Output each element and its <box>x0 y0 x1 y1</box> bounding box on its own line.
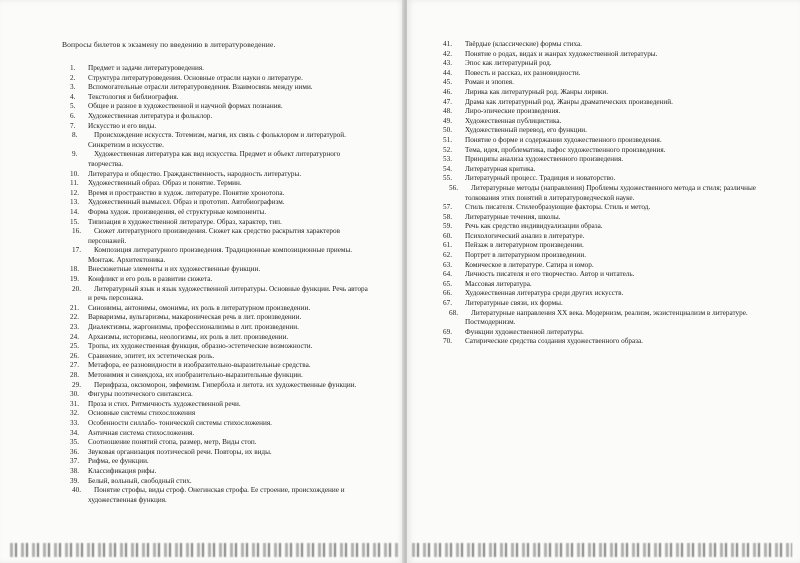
question-text: Литературные методы (направления) Проблемы художественного метода и стиля; различные толкования этих понятий в литературоведческой науке. <box>465 183 756 202</box>
question-text: Внесюжетные элементы и их художественные функции. <box>88 265 261 274</box>
question-item <box>54 333 372 343</box>
question-text: Эпос как литературный род. <box>465 59 552 68</box>
question-number: 2. <box>70 73 76 82</box>
question-text: Основные системы стихосложения <box>88 409 196 418</box>
question-item <box>54 323 372 333</box>
question-text: Литературная критика. <box>465 164 536 173</box>
question-number: 42. <box>443 49 452 58</box>
question-text: Тропы, их художественная функция, образно-эстетические возможности. <box>88 342 313 351</box>
question-number: 61. <box>443 241 452 250</box>
question-item <box>427 40 777 50</box>
question-number: 64. <box>443 270 452 279</box>
question-number: 27. <box>70 361 79 370</box>
question-text: Структура литературоведения. Основные отрасли науки о литературе. <box>88 73 303 82</box>
question-text: Понятие о форме и содержании художественного произведения. <box>465 135 662 144</box>
question-number: 37. <box>70 457 79 466</box>
question-item <box>54 74 372 84</box>
question-number: 48. <box>443 107 452 116</box>
question-text: Время и пространство в худож. литературе. Понятие хронотопа. <box>88 188 285 197</box>
question-item <box>54 208 372 218</box>
question-text: Сравнение, эпитет, их эстетическая роль. <box>88 351 215 360</box>
question-item <box>54 313 372 323</box>
question-text: Композиция литературного произведения. Традиционные композиционные приемы. Монтаж. Архитектоника. <box>88 246 353 264</box>
question-number: 25. <box>70 342 79 351</box>
question-text: Соотношение понятий стопа, размер, метр, Виды стоп. <box>88 438 257 447</box>
question-number: 39. <box>70 476 79 485</box>
question-number: 9. <box>72 150 78 159</box>
question-number: 49. <box>443 116 452 125</box>
question-number: 1. <box>70 64 76 72</box>
question-item <box>427 136 777 146</box>
question-item <box>427 117 777 127</box>
question-item <box>54 102 372 112</box>
question-text: Лиро-эпические произведения. <box>465 107 561 116</box>
question-item <box>54 457 372 467</box>
question-item <box>427 222 777 232</box>
question-text: Синонимы, антонимы, омонимы, их роль в литературном произведении. <box>88 303 311 312</box>
question-text: Варваризмы, вульгаризмы, макароническая речь в лит. произведении. <box>88 313 302 322</box>
question-number: 43. <box>443 59 452 68</box>
question-text: Сюжет литературного произведения. Сюжет как средство раскрытия характеров персонажей. <box>88 227 340 245</box>
question-text: Литературные течения, школы. <box>465 212 561 221</box>
question-item <box>54 179 372 189</box>
question-number: 59. <box>443 222 452 231</box>
question-number: 56. <box>449 183 458 192</box>
question-item <box>427 146 777 156</box>
question-item <box>54 285 372 304</box>
question-text: Диалектизмы, жаргонизмы, профессионализмы в лит. произведении. <box>88 323 299 332</box>
question-number: 63. <box>443 260 452 269</box>
question-text: Метонимия и синекдоха, их изобразительно-выразительные функции. <box>88 371 303 379</box>
question-number: 55. <box>443 174 452 183</box>
question-number: 12. <box>70 188 79 197</box>
question-item <box>54 409 372 419</box>
question-text: Предмет и задачи литературоведения. <box>88 64 204 72</box>
question-item <box>54 390 372 400</box>
question-item <box>54 342 372 352</box>
question-text: Пейзаж в литературном произведении. <box>465 241 584 250</box>
question-number: 3. <box>70 83 76 92</box>
question-number: 5. <box>70 102 76 111</box>
question-number: 41. <box>443 40 452 48</box>
question-item <box>427 107 777 117</box>
question-text: Перифраза, оксюморон, эвфемизм. Гипербола и литота. их художественные функции. <box>94 380 357 389</box>
question-text: Драма как литературный род. Жанры драматических произведений. <box>465 97 673 106</box>
question-text: Твёрдые (классические) формы стиха. <box>465 40 582 48</box>
question-item <box>54 477 372 487</box>
right-page <box>407 0 800 563</box>
question-number: 29. <box>72 380 81 389</box>
question-list-left <box>54 64 372 505</box>
question-item <box>427 78 777 88</box>
question-text: Художественная публицистика. <box>465 116 562 125</box>
question-item <box>54 438 372 448</box>
question-number: 22. <box>70 313 79 322</box>
question-item <box>427 261 777 271</box>
question-item <box>54 400 372 410</box>
question-item <box>427 69 777 79</box>
question-text: Речь как средство индивидуализации образа. <box>465 222 603 231</box>
question-number: 54. <box>443 164 452 173</box>
question-item <box>427 289 777 299</box>
question-text: Литературный процесс. Традиция и новаторство. <box>465 174 616 183</box>
question-item <box>54 83 372 93</box>
question-text: Принципы анализа художественного произведения. <box>465 155 624 164</box>
question-text: Художественный перевод, его функции. <box>465 126 587 135</box>
question-item <box>54 429 372 439</box>
question-text: Психологический анализ в литературе. <box>465 231 585 240</box>
question-number: 53. <box>443 155 452 164</box>
question-item <box>427 155 777 165</box>
question-text: Личность писателя и его творчество. Автор и читатель. <box>465 270 635 279</box>
question-item <box>427 337 777 347</box>
question-item <box>54 131 372 150</box>
question-item <box>427 213 777 223</box>
question-number: 20. <box>72 284 81 293</box>
question-item <box>54 93 372 103</box>
question-item <box>54 448 372 458</box>
question-item <box>54 361 372 371</box>
question-number: 50. <box>443 126 452 135</box>
question-number: 18. <box>70 265 79 274</box>
question-item <box>427 184 777 203</box>
question-number: 23. <box>70 323 79 332</box>
question-number: 28. <box>70 371 79 379</box>
question-item <box>54 112 372 122</box>
question-item <box>54 246 372 265</box>
question-item <box>54 170 372 180</box>
question-item <box>54 371 372 381</box>
question-number: 16. <box>72 227 81 236</box>
scan-noise <box>412 543 792 557</box>
question-text: Метафора, ее разновидности в изобразительно-выразительные средства. <box>88 361 311 370</box>
question-text: Комическое в литературе. Сатира и юмор. <box>465 260 594 269</box>
question-number: 69. <box>443 327 452 336</box>
question-text: Художественная литература и фольклор. <box>88 111 213 120</box>
question-text: Белый, вольный, свободный стих. <box>88 476 192 485</box>
question-item <box>54 218 372 228</box>
question-number: 21. <box>70 303 79 312</box>
question-text: Художественный вымысел. Образ и прототип. Автобиографизм. <box>88 198 285 207</box>
question-number: 17. <box>72 246 81 255</box>
question-number: 31. <box>70 399 79 408</box>
question-item <box>54 189 372 199</box>
question-item <box>427 59 777 69</box>
question-text: Понятие строфы, виды строф. Онегинская строфа. Ее строение, происхождение и художественная функция. <box>88 486 345 504</box>
question-item <box>54 198 372 208</box>
question-number: 60. <box>443 231 452 240</box>
question-number: 68. <box>449 308 458 317</box>
question-text: Форма худож. произведения, её структурные компоненты. <box>88 207 267 216</box>
question-item <box>54 122 372 132</box>
question-text: Художественная литература как вид искусства. Предмет и объект литературного творчества. <box>88 150 341 168</box>
question-text: Функции художественной литературы. <box>465 327 584 336</box>
question-number: 52. <box>443 145 452 154</box>
question-number: 44. <box>443 68 452 77</box>
question-number: 57. <box>443 203 452 212</box>
question-item <box>427 280 777 290</box>
question-number: 67. <box>443 299 452 308</box>
question-text: Роман и эпопея. <box>465 78 514 87</box>
question-item <box>427 174 777 184</box>
question-text: Фигуры поэтического синтаксиса. <box>88 390 193 399</box>
question-text: Литературные связи, их формы. <box>465 299 563 308</box>
question-item <box>427 232 777 242</box>
question-item <box>427 126 777 136</box>
question-number: 33. <box>70 418 79 427</box>
question-number: 62. <box>443 251 452 260</box>
question-item <box>54 64 372 74</box>
question-item <box>54 275 372 285</box>
question-item <box>54 304 372 314</box>
question-item <box>427 309 777 328</box>
question-item <box>427 299 777 309</box>
question-text: Текстология и библиография. <box>88 92 179 101</box>
question-item <box>54 467 372 477</box>
question-number: 7. <box>70 121 76 130</box>
question-item <box>427 251 777 261</box>
question-number: 34. <box>70 428 79 437</box>
question-number: 58. <box>443 212 452 221</box>
question-item <box>54 419 372 429</box>
question-number: 11. <box>70 179 79 188</box>
question-text: Типизация в художественной литературе. Образ, характер, тип. <box>88 217 282 226</box>
question-number: 38. <box>70 466 79 475</box>
question-text: Повесть и рассказ, их разновидности. <box>465 68 581 77</box>
question-text: Сатирические средства создания художественного образа. <box>465 337 643 346</box>
question-item <box>427 270 777 280</box>
question-number: 6. <box>70 111 76 120</box>
question-number: 32. <box>70 409 79 418</box>
question-item <box>427 241 777 251</box>
question-item <box>54 486 372 505</box>
question-text: Художественный образ. Образ и понятие. Термин. <box>88 179 242 188</box>
question-text: Звуковая организация поэтической речи. Повторы, их виды. <box>88 447 272 456</box>
question-number: 8. <box>72 131 78 140</box>
question-item <box>427 165 777 175</box>
question-number: 66. <box>443 289 452 298</box>
question-text: Понятие о родах, видах и жанрах художественной литературы. <box>465 49 658 58</box>
question-item <box>427 328 777 338</box>
question-item <box>427 88 777 98</box>
question-text: Литературный язык и язык художественной литературы. Основные функции. Речь автора и речь персонажа. <box>88 284 368 303</box>
question-text: Вспомогательные отрасли литературоведения. Взаимосвязь между ними. <box>88 83 313 92</box>
question-number: 19. <box>70 275 79 284</box>
question-item <box>427 50 777 60</box>
question-number: 13. <box>70 198 79 207</box>
question-number: 51. <box>443 135 452 144</box>
question-item <box>54 150 372 169</box>
question-text: Общее и разное в художественной и научной формах познания. <box>88 102 283 111</box>
question-text: Искусство и его виды. <box>88 121 157 130</box>
question-text: Особенности силлабо- тонической системы стихосложения. <box>88 418 272 427</box>
question-number: 46. <box>443 87 452 96</box>
question-text: Классификация рифы. <box>88 466 157 475</box>
question-text: Массовая литература. <box>465 279 532 288</box>
question-item <box>54 352 372 362</box>
question-text: Портрет в литературном произведении. <box>465 251 587 260</box>
question-text: Конфликт и его роль в развитии сюжета. <box>88 275 213 284</box>
question-number: 30. <box>70 390 79 399</box>
question-number: 15. <box>70 217 79 226</box>
question-item <box>427 203 777 213</box>
question-text: Литература и общество. Гражданственность, народность литературы. <box>88 169 302 178</box>
question-number: 35. <box>70 438 79 447</box>
scan-noise <box>10 543 400 557</box>
question-text: Античная система стихосложения. <box>88 428 195 437</box>
question-number: 70. <box>443 337 452 346</box>
question-text: Лирика как литературный род. Жанры лирики. <box>465 87 609 96</box>
question-item <box>54 227 372 246</box>
question-number: 26. <box>70 351 79 360</box>
question-number: 45. <box>443 78 452 87</box>
question-number: 40. <box>72 486 81 495</box>
question-number: 4. <box>70 92 76 101</box>
question-text: Тема, идея, проблематика, пафос художественного произведения. <box>465 145 666 154</box>
question-number: 14. <box>70 207 79 216</box>
question-number: 36. <box>70 447 79 456</box>
question-text: Художественная литература среди других искусств. <box>465 289 624 298</box>
question-text: Архаизмы, историзмы, неологизмы, их роль в лит. произведении. <box>88 332 289 341</box>
question-text: Рифма, ее функции. <box>88 457 149 466</box>
question-number: 47. <box>443 97 452 106</box>
question-item <box>54 381 372 391</box>
question-item <box>427 98 777 108</box>
page-title: Вопросы билетов к экзамену по введению в литературоведение. <box>62 40 276 49</box>
question-list-right <box>427 40 777 347</box>
question-text: Стиль писателя. Стилеобразующие факторы. Стиль и метод. <box>465 203 651 212</box>
question-number: 24. <box>70 332 79 341</box>
question-text: Литературные направления XX века. Модернизм, реализм, экзистенциализм в литературе. Постмодернизм. <box>465 308 748 327</box>
question-text: Проза и стих. Ритмичность художественной речи. <box>88 399 241 408</box>
question-text: Происхождение искусств. Тотемизм, магия, их связь с фольклором и литературой. Синкретизм в искусстве. <box>88 131 346 149</box>
question-number: 65. <box>443 279 452 288</box>
question-item <box>54 265 372 275</box>
question-number: 10. <box>70 169 79 178</box>
